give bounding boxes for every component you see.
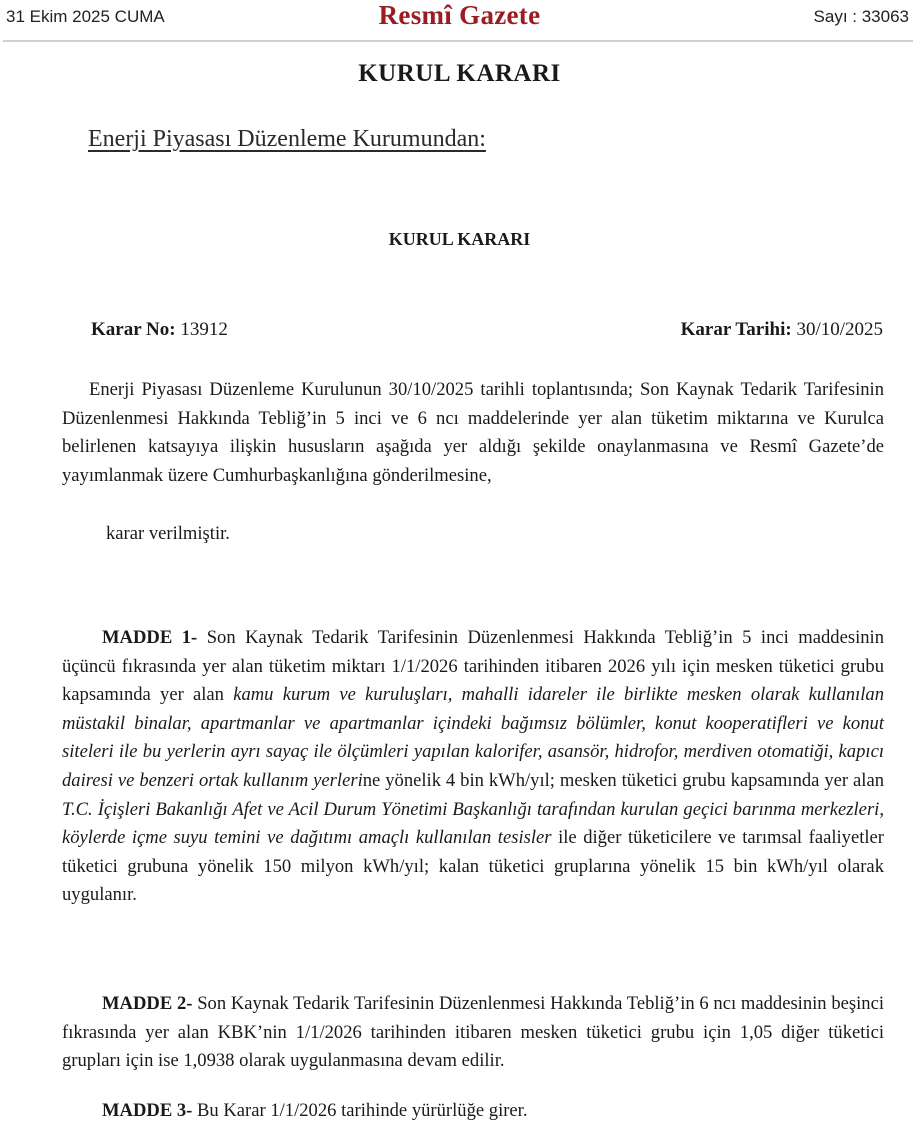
header-divider [3,40,913,42]
gazette-logo[interactable]: Resmî Gazete [378,0,541,30]
article-2-label: MADDE 2- [102,993,193,1014]
article-1-text-3: ile diğer tüketicilere ve tarımsal faaliyetler tüketici grubuna yönelik 150 milyon kWh/yıl; kalan tüketici gruplarına yönelik 15 bin kWh/yıl olarak uygulanır. [62,827,885,906]
article-1-text-2: ne yönelik 4 bin kWh/yıl; mesken tüketici grubu kapsamında yer alan [362,769,885,791]
article-2-text: Son Kaynak Tedarik Tarifesinin Düzenlenmesi Hakkında Tebliğ’in 6 ncı maddesinin beşinci fıkrasında yer alan KBK’nin 1/1/2026 tarihinden itibaren mesken tüketici grubu için 1,05 diğer tüketici grupları için ise 1,0938 olarak uygulanmasına devam edilir. [62,993,885,1072]
article-2 [62,990,884,1076]
issue-number: Sayı : 33063 [813,7,909,26]
article-1-label: MADDE 1- [102,627,198,648]
decision-number [91,319,228,341]
article-3-text: Bu Karar 1/1/2026 tarihinde yürürlüğe girer. [192,1100,528,1121]
decision-title: KURUL KARARI [388,229,531,249]
verdict-text: karar verilmiştir. [106,523,230,544]
decision-number-value: 13912 [180,319,228,340]
article-1-text-1: Son Kaynak Tedarik Tarifesinin Düzenlenmesi Hakkında Tebliğ’in 5 inci maddesinin üçüncü fıkrasında yer alan tüketim miktarı 1/1/2026 tarihinden itibaren 2026 yılı için mesken tüketici grubu kapsamında yer alan [62,627,885,706]
article-1 [62,624,884,910]
section-title: KURUL KARARI [358,60,561,87]
decision-date-value: 30/10/2025 [796,319,883,340]
article-3 [102,1100,528,1122]
publication-date: 31 Ekim 2025 CUMA [6,7,165,26]
decision-date-label: Karar Tarihi: [680,319,792,340]
decision-number-label: Karar No: [91,319,176,340]
gazette-header [0,0,919,40]
decision-date [681,319,883,341]
intro-paragraph: Enerji Piyasası Düzenleme Kurulunun 30/10/2025 tarihli toplantısında; Son Kaynak Tedarik Tarifesinin Düzenlenmesi Hakkında Tebliğ’in 5 inci ve 6 ncı maddelerinde yer alan tüketim miktarına ve Kurulca belirlenen katsayıya ilişkin hususların aşağıda yer aldığı şekilde onaylanmasına ve Resmî Gazete’de yayımlanmak üzere Cumhurbaşkanlığına gönderilmesine, [62,379,884,486]
issuing-authority: Enerji Piyasası Düzenleme Kurumundan: [88,126,486,152]
article-1-italic-1: kamu kurum ve kuruluşları, mahalli idareler ile birlikte mesken olarak kullanılan müstakil binalar, apartmanlar ve apartmanlar içindeki bağımsız bölümler, konut kooperatifleri ve konut siteleri ile bu yerlerin ayrı sayaç ile ölçümleri yapılan kalorifer, asansör, hidrofor, merdiven otomatiği, kapıcı dairesi ve benzeri ortak kullanım yerleri [62,684,884,791]
article-3-label: MADDE 3- [102,1100,193,1121]
article-1-italic-2: T.C. İçişleri Bakanlığı Afet ve Acil Durum Yönetimi Başkanlığı tarafından kurulan geçici barınma merkezleri, köylerde içme suyu temini ve dağıtımı amaçlı kullanılan tesisler [62,798,884,849]
